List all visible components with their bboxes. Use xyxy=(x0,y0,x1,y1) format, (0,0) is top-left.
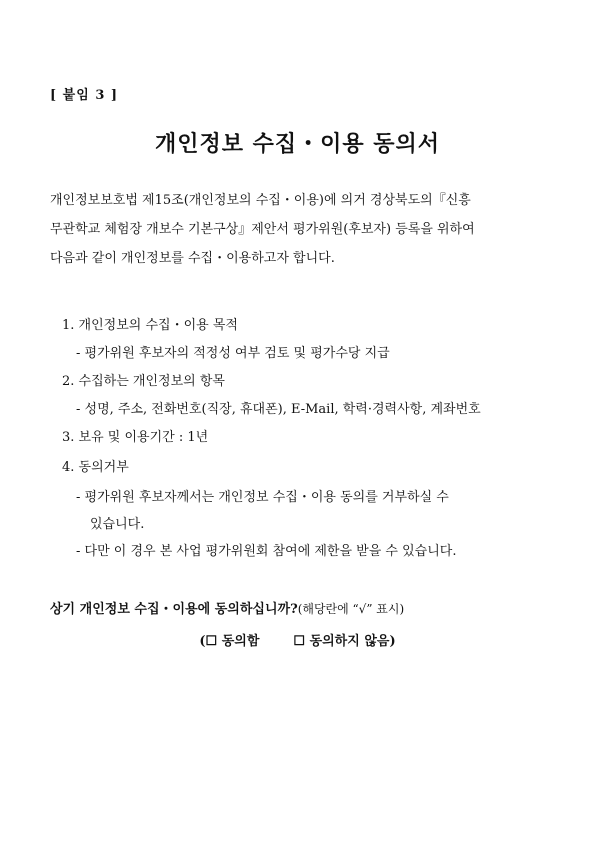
consent-choices xyxy=(0,630,595,649)
consent-question-note: (해당란에 “√” 표시) xyxy=(297,602,405,616)
section-heading-items: 2. 수집하는 개인정보의 항목 xyxy=(62,374,225,389)
intro-line: 무관학교 체험장 개보수 기본구상』제안서 평가위원(후보자) 등록을 위하여 xyxy=(50,222,475,237)
purpose-item: - 평가위원 후보자의 적정성 여부 검토 및 평가수당 지급 xyxy=(76,346,390,361)
intro-line: 다음과 같이 개인정보를 수집・이용하고자 합니다. xyxy=(50,251,335,266)
refusal-item: - 평가위원 후보자께서는 개인정보 수집・이용 동의를 거부하실 수 xyxy=(76,490,449,505)
section-heading-purpose: 1. 개인정보의 수집・이용 목적 xyxy=(62,318,238,333)
document-title: 개인정보 수집・이용 동의서 xyxy=(154,131,441,157)
attachment-label: [ 붙임 3 ] xyxy=(50,88,119,103)
consent-question-text: 상기 개인정보 수집・이용에 동의하십니까? xyxy=(50,602,298,617)
section-heading-retention: 3. 보유 및 이용기간 : 1년 xyxy=(62,430,209,445)
disagree-checkbox[interactable]: ☐ 동의하지 않음) xyxy=(293,634,396,649)
section-heading-refusal: 4. 동의거부 xyxy=(62,460,129,475)
consent-question xyxy=(50,598,404,617)
refusal-item-continuation: 있습니다. xyxy=(90,517,145,532)
agree-checkbox[interactable]: (☐ 동의함 xyxy=(199,634,260,649)
refusal-limitation-item: - 다만 이 경우 본 사업 평가위원회 참여에 제한을 받을 수 있습니다. xyxy=(76,544,457,559)
collected-items: - 성명, 주소, 전화번호(직장, 휴대폰), E-Mail, 학력·경력사항, 계좌번호 xyxy=(76,402,481,417)
intro-line: 개인정보보호법 제15조(개인정보의 수집・이용)에 의거 경상북도의『신흥 xyxy=(50,193,471,208)
intro-paragraph xyxy=(50,186,550,273)
